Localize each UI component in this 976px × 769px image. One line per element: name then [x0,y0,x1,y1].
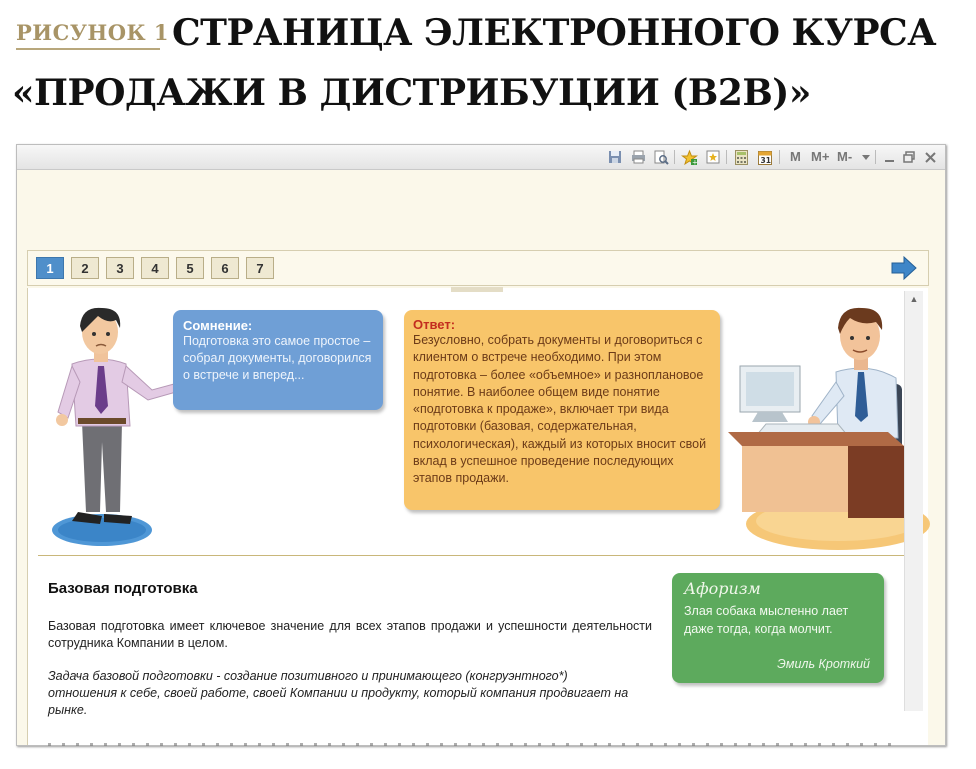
content-top-tab [451,287,503,292]
toolbar-separator [674,150,675,164]
toolbar [17,145,945,170]
course-window [16,144,946,746]
figure-label-underline [16,48,160,50]
add-bookmark-icon[interactable] [681,149,697,165]
scroll-up-arrow-icon[interactable]: ▲ [909,294,919,304]
svg-text:+: + [691,158,698,166]
calendar-icon[interactable] [757,149,773,165]
calendar-day-text: 31 [760,155,771,165]
doubt-bubble [173,310,383,410]
doubt-title: Сомнение: [183,318,253,333]
page-button-2[interactable]: 2 [71,257,99,279]
memory-minus-button[interactable]: M- [837,149,853,164]
lesson-content [27,288,928,745]
section-paragraph: Базовая подготовка имеет ключевое значение для всех этапов продажи и успешности деятельности сотрудника Компании в целом. [48,619,652,650]
truncated-text-line [48,740,898,746]
doubting-man-illustration [42,302,172,552]
memory-button[interactable]: M [790,149,801,164]
page-button-1[interactable]: 1 [36,257,64,279]
close-icon[interactable] [922,149,938,165]
section-divider [38,555,904,556]
toolbar-separator [875,150,876,164]
print-icon[interactable] [630,149,646,165]
answer-title: Ответ: [413,317,456,332]
dropdown-icon[interactable] [858,149,874,165]
save-icon[interactable] [607,149,623,165]
businessman-at-desk-illustration [728,296,904,552]
figure-title-line-1: СТРАНИЦА ЭЛЕКТРОННОГО КУРСА [172,12,937,54]
page-button-6[interactable]: 6 [211,257,239,279]
page-navigation [27,250,929,286]
bookmarks-icon[interactable] [705,149,721,165]
section-title: Базовая подготовка [48,580,198,597]
answer-bubble [404,310,720,510]
section-italic-note: Задача базовой подготовки - создание позитивного и принимающего (конгруэнтного*) отношения к себе, своей работе, своей Компании и продукту, который компания продвигает на рынке. [48,669,629,717]
doubt-text: Подготовка это самое простое – собрал документы, договорился о встрече и вперед... [183,334,372,382]
page-button-3[interactable]: 3 [106,257,134,279]
aphorism-author: Эмиль Кроткий [777,657,870,671]
print-preview-icon[interactable] [653,149,669,165]
answer-text: Безусловно, собрать документы и договориться с клиентом о встрече необходимо. При этом подготовка – более «объемное» и разноплановое понятие. В наиболее общем виде понятие «подготовка к продаже», включает три вида подготовки (базовая, содержательная, психологическая), каждый из которых вносит свой вклад в успешное проведение последующих этапов продажи. [413,333,707,486]
aphorism-text: Злая собака мысленно лает даже тогда, когда молчит. [684,604,849,636]
calculator-icon[interactable] [733,149,749,165]
minimize-icon[interactable] [881,149,897,165]
memory-plus-button[interactable]: M+ [811,149,830,164]
next-page-arrow-icon[interactable] [890,256,918,280]
page-button-5[interactable]: 5 [176,257,204,279]
restore-icon[interactable] [901,149,917,165]
vertical-scrollbar[interactable] [904,291,923,711]
page-button-4[interactable]: 4 [141,257,169,279]
figure-label: РИСУНОК 1 [16,20,170,45]
figure-title-line-2: «ПРОДАЖИ В ДИСТРИБУЦИИ (B2B)» [12,72,811,114]
toolbar-separator [726,150,727,164]
toolbar-separator [779,150,780,164]
page-button-7[interactable]: 7 [246,257,274,279]
aphorism-box [672,573,884,683]
aphorism-title: Афоризм [684,579,761,598]
